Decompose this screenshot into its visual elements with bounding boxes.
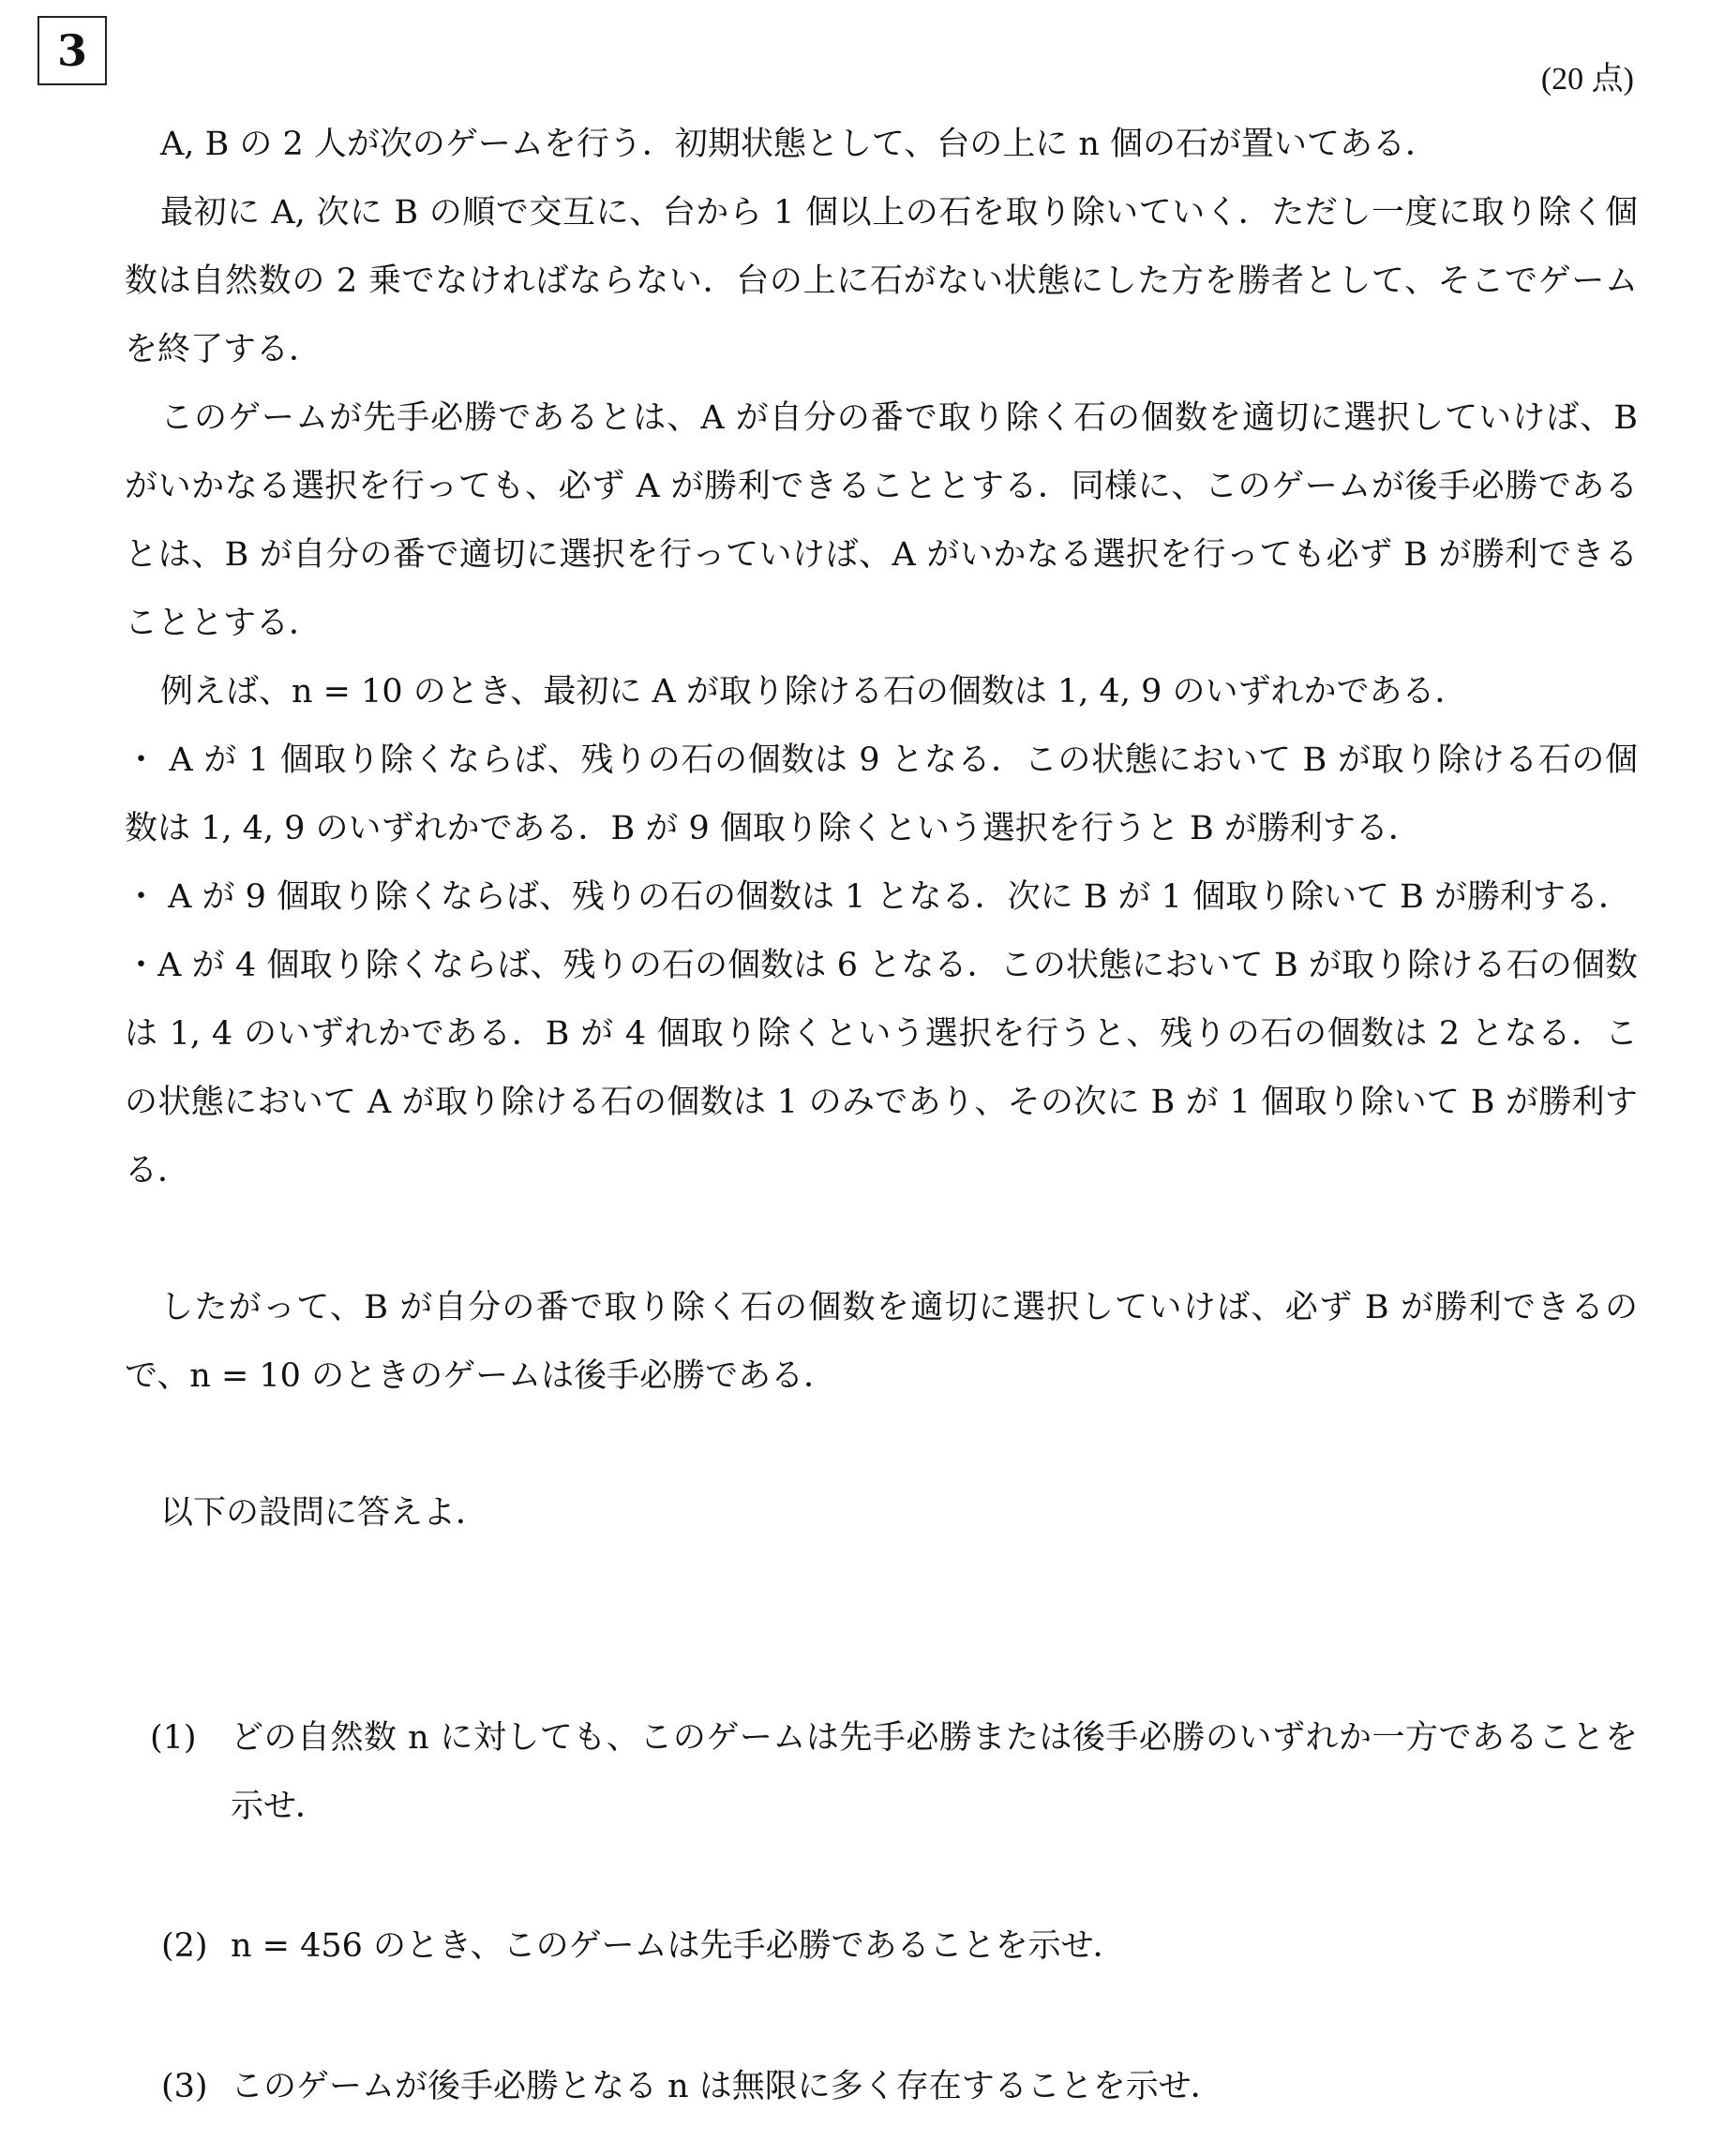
question-text: このゲームが後手必勝となる n は無限に多く存在することを示せ．	[231, 2068, 1223, 2105]
question-text: どの自然数 n に対しても、このゲームは先手必勝または後手必勝のいずれか一方であることを示せ．	[231, 1719, 1638, 1825]
question-number: (3)	[161, 2068, 208, 2105]
intro-paragraph-3: このゲームが先手必勝であるとは、A が自分の番で取り除く石の個数を適切に選択していけば、B がいかなる選択を行っても、必ず A が勝利できることとする．同様に、このゲームが後手必勝であるとは、B が自分の番で適切に選択を行っていけば、A がいかなる選択を行っても必ず B が勝利できることとする．	[125, 399, 1638, 642]
case-remove-9: ・ A が 9 個取り除くならば、残りの石の個数は 1 となる．次に B が 1 個取り除いて B が勝利する．	[125, 878, 1632, 916]
points-label: (20 点)	[1540, 62, 1634, 97]
question-number: (1)	[150, 1719, 197, 1757]
question-1	[150, 1704, 1638, 1841]
conclusion-paragraph: したがって、B が自分の番で取り除く石の個数を適切に選択していけば、必ず B が勝利できるので、n = 10 のときのゲームは後手必勝である．	[125, 1289, 1638, 1395]
intro-paragraph-2: 最初に A, 次に B の順で交互に、台から 1 個以上の石を取り除いていく．ただし一度に取り除く個数は自然数の 2 乗でなければならない．台の上に石がない状態にした方を勝者として、そこでゲームを終了する．	[125, 194, 1638, 368]
case-remove-1: ・ A が 1 個取り除くならば、残りの石の個数は 9 となる．この状態において B が取り除ける石の個数は 1, 4, 9 のいずれかである．B が 9 個取り除くという選択を行うと B が勝利する．	[125, 741, 1638, 847]
question-number: (2)	[161, 1927, 208, 1965]
example-paragraph: 例えば、n = 10 のとき、最初に A が取り除ける石の個数は 1, 4, 9 のいずれかである．	[160, 673, 1468, 711]
question-list	[161, 2053, 1638, 2121]
question-list	[161, 1912, 1638, 1981]
question-list	[150, 1704, 1638, 1841]
question-2	[161, 1912, 1638, 1981]
problem-number-box	[37, 16, 107, 85]
problem-number: 3	[56, 25, 87, 76]
spacer	[125, 1411, 1638, 1479]
question-3	[161, 2053, 1638, 2121]
problem-statement	[125, 111, 1638, 1548]
question-text: n = 456 のとき、このゲームは先手必勝であることを示せ．	[231, 1927, 1126, 1965]
case-remove-4: ・A が 4 個取り除くならば、残りの石の個数は 6 となる．この状態において B が取り除ける石の個数は 1, 4 のいずれかである．B が 4 個取り除くという選択を行うと、残りの石の個数は 2 となる．この状態において A が取り除ける石の個数は 1 のみであり、その次に B が 1 個取り除いて B が勝利する．	[125, 947, 1638, 1190]
instruction-text: 以下の設問に答えよ．	[160, 1494, 489, 1532]
intro-paragraph-1: A, B の 2 人が次のゲームを行う．初期状態として、台の上に n 個の石が置いてある．	[160, 126, 1438, 163]
spacer	[125, 1205, 1638, 1274]
